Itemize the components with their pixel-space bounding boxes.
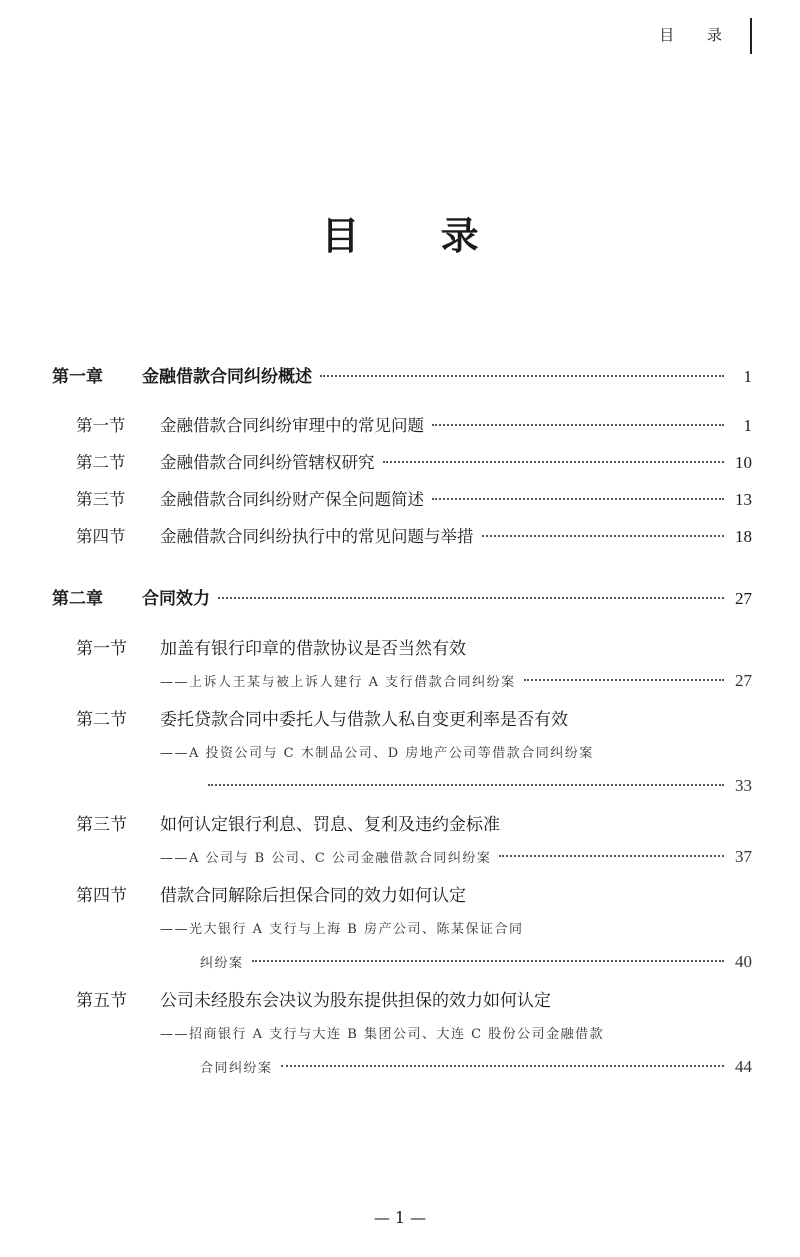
- toc-chapter-2[interactable]: [52, 584, 752, 620]
- page-number: 18: [735, 527, 752, 546]
- section-title: 公司未经股东会决议为股东提供担保的效力如何认定: [160, 991, 551, 1011]
- dot-leader: [432, 424, 724, 426]
- toc-case-2-5-cont[interactable]: [52, 1057, 752, 1091]
- toc-section-1-2[interactable]: [52, 449, 752, 486]
- section-label: 第二节: [76, 710, 127, 730]
- case-title: ——光大银行 A 支行与上海 B 房产公司、陈某保证合同: [160, 922, 524, 937]
- case-title: ——招商银行 A 支行与大连 B 集团公司、大连 C 股份公司金融借款: [160, 1027, 605, 1042]
- case-title: ——A 公司与 B 公司、C 公司金融借款合同纠纷案: [160, 851, 492, 866]
- chapter-title: 金融借款合同纠纷概述: [142, 367, 312, 387]
- dot-leader: [320, 375, 724, 377]
- toc-section-2-3[interactable]: [52, 810, 752, 847]
- toc-case-2-1[interactable]: [52, 671, 752, 705]
- toc-section-2-5[interactable]: [52, 986, 752, 1023]
- running-head-rule: [750, 18, 752, 54]
- toc-section-1-3[interactable]: [52, 486, 752, 523]
- section-title: 金融借款合同纠纷执行中的常见问题与举措: [160, 527, 474, 546]
- section-label: 第四节: [76, 886, 127, 906]
- toc-section-1-4[interactable]: [52, 523, 752, 560]
- page-number: 27: [735, 671, 752, 690]
- chapter-title: 合同效力: [142, 589, 210, 609]
- section-label: 第四节: [76, 527, 126, 546]
- section-title: 委托贷款合同中委托人与借款人私自变更利率是否有效: [160, 710, 568, 730]
- section-title: 金融借款合同纠纷审理中的常见问题: [160, 416, 424, 435]
- section-label: 第五节: [76, 991, 127, 1011]
- toc-section-2-2[interactable]: [52, 705, 752, 742]
- page-footer-number: — 1 —: [373, 1208, 427, 1227]
- page-number: 1: [743, 367, 752, 386]
- page-number: 13: [735, 490, 752, 509]
- page-number: 33: [735, 776, 752, 795]
- section-label: 第一节: [76, 639, 127, 659]
- dot-leader: [524, 679, 724, 681]
- section-label: 第二节: [76, 453, 126, 472]
- toc-case-2-2-cont[interactable]: [52, 776, 752, 810]
- page-number: 44: [735, 1057, 752, 1076]
- case-title-continued: 纠纷案: [200, 956, 244, 971]
- dot-leader: [432, 498, 724, 500]
- toc-section-1-1[interactable]: [52, 412, 752, 449]
- dot-leader: [208, 784, 724, 786]
- section-title: 如何认定银行利息、罚息、复利及违约金标准: [160, 815, 500, 835]
- page-number: 1: [743, 416, 752, 435]
- toc-case-2-5[interactable]: [52, 1023, 752, 1057]
- running-head: 目 录: [659, 26, 736, 44]
- page-number: 37: [735, 847, 752, 866]
- page-title: 目 录: [321, 213, 513, 258]
- toc-section-2-1[interactable]: [52, 634, 752, 671]
- toc-case-2-4-cont[interactable]: [52, 952, 752, 986]
- dot-leader: [218, 597, 724, 599]
- chapter-label: 第一章: [52, 367, 103, 387]
- page-number: 27: [735, 589, 752, 608]
- dot-leader: [482, 535, 725, 537]
- toc-section-2-4[interactable]: [52, 881, 752, 918]
- dot-leader: [383, 461, 725, 463]
- page-number: 40: [735, 952, 752, 971]
- section-label: 第一节: [76, 416, 126, 435]
- toc-case-2-3[interactable]: [52, 847, 752, 881]
- toc-case-2-4[interactable]: [52, 918, 752, 952]
- chapter-label: 第二章: [52, 589, 103, 609]
- case-title: ——上诉人王某与被上诉人建行 A 支行借款合同纠纷案: [160, 675, 516, 690]
- table-of-contents: [52, 362, 752, 1091]
- dot-leader: [252, 960, 724, 962]
- page-number: 10: [735, 453, 752, 472]
- toc-case-2-2[interactable]: [52, 742, 752, 776]
- section-label: 第三节: [76, 815, 127, 835]
- case-title-continued: 合同纠纷案: [200, 1061, 273, 1076]
- section-title: 金融借款合同纠纷管辖权研究: [160, 453, 375, 472]
- section-title: 加盖有银行印章的借款协议是否当然有效: [160, 639, 466, 659]
- case-title: ——A 投资公司与 C 木制品公司、D 房地产公司等借款合同纠纷案: [160, 746, 594, 761]
- section-title: 借款合同解除后担保合同的效力如何认定: [160, 886, 466, 906]
- section-label: 第三节: [76, 490, 126, 509]
- dot-leader: [499, 855, 724, 857]
- dot-leader: [281, 1065, 724, 1067]
- section-title: 金融借款合同纠纷财产保全问题简述: [160, 490, 424, 509]
- toc-chapter-1[interactable]: [52, 362, 752, 398]
